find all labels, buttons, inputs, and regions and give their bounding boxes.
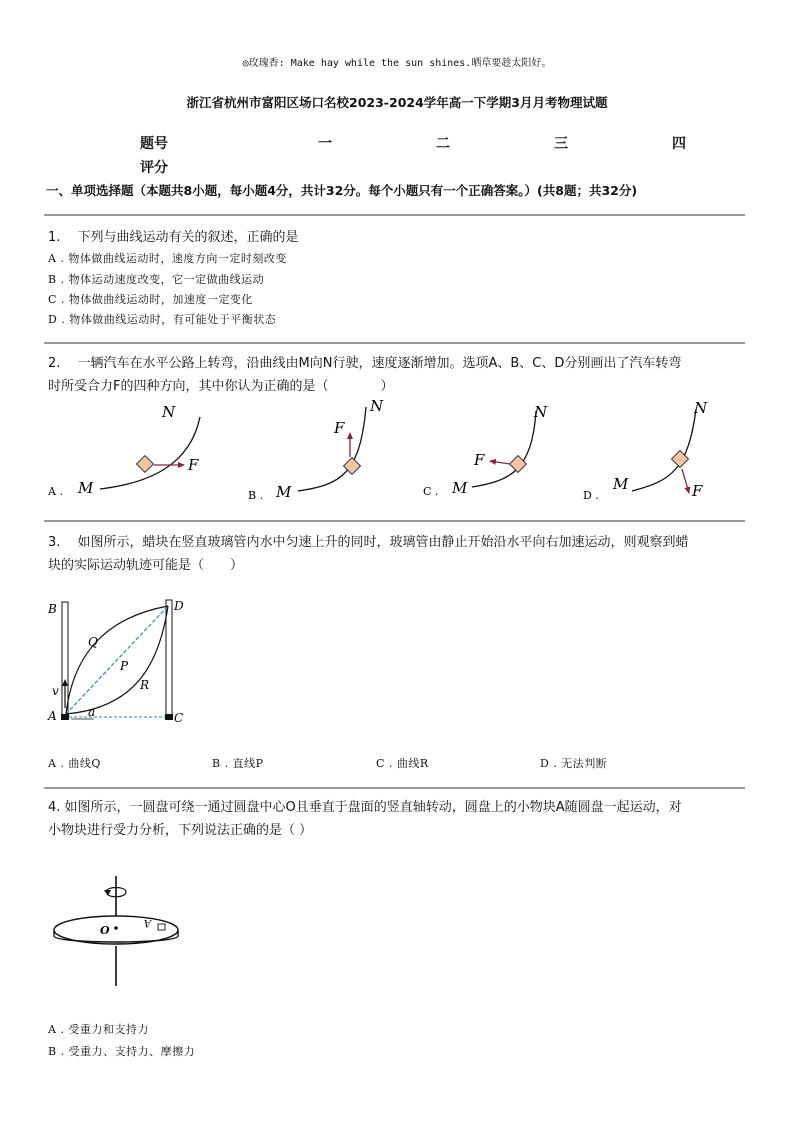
label-v: v (52, 684, 59, 698)
label-m: M (613, 475, 629, 493)
label-n: N (534, 403, 548, 421)
label-f: F (474, 451, 485, 469)
score-row-label: 评分 (140, 160, 168, 176)
q2-option-label-c[interactable]: C . (423, 485, 439, 498)
score-col-3: 三 (554, 136, 568, 152)
q4-option-a[interactable]: A . 受重力和支持力 (48, 1023, 149, 1036)
label-r: R (140, 678, 150, 692)
q2-figure-c (423, 403, 548, 498)
label-m: M (452, 479, 468, 497)
score-col-1: 一 (318, 136, 332, 152)
q1-option-d[interactable]: D . 物体做曲线运动时，有可能处于平衡状态 (48, 313, 277, 326)
q2-option-label-a[interactable]: A . (48, 485, 63, 498)
label-f: F (334, 419, 345, 437)
q3-figure (44, 596, 204, 730)
q2-option-label-d[interactable]: D . (583, 489, 599, 502)
q3-stem-line2: 块的实际运动轨迹可能是（ ） (48, 558, 244, 573)
label-d: D (174, 599, 184, 613)
q2-option-label-b[interactable]: B . (248, 489, 264, 502)
score-col-2: 二 (436, 136, 450, 152)
label-a: A (48, 709, 57, 723)
watermark: ◎玫瑰香: Make hay while the sun shines.晒草要趁太阳好。 (242, 58, 552, 69)
label-q: Q (88, 635, 98, 649)
q2-figure-b (248, 397, 384, 502)
q2-stem-line2: 时所受合力F的四种方向，其中你认为正确的是（ ） (48, 379, 394, 394)
q1-stem: 1. 下列与曲线运动有关的叙述，正确的是 (48, 230, 299, 245)
divider (44, 787, 745, 789)
label-n: N (162, 403, 176, 421)
label-block-a: A (143, 917, 151, 928)
label-f: F (692, 482, 703, 500)
q1-option-c[interactable]: C . 物体做曲线运动时，加速度一定变化 (48, 293, 253, 306)
label-b: B (48, 602, 57, 616)
label-c: C (174, 711, 184, 725)
q4-option-b[interactable]: B . 受重力、支持力、摩擦力 (48, 1045, 196, 1058)
label-n: N (694, 399, 708, 417)
q1-option-a[interactable]: A . 物体做曲线运动时，速度方向一定时刻改变 (48, 252, 287, 265)
label-o: O (100, 924, 110, 937)
score-col-4: 四 (672, 136, 686, 152)
label-accel: a (88, 705, 96, 719)
divider (44, 342, 745, 344)
q3-option-d[interactable]: D . 无法判断 (540, 757, 608, 770)
label-f: F (188, 456, 199, 474)
label-p: P (120, 659, 129, 673)
q2-stem-line1: 2. 一辆汽车在水平公路上转弯，沿曲线由M向N行驶，速度逐渐增加。选项A、B、C、D分别画出了汽车转弯 (48, 356, 682, 371)
page-title: 浙江省杭州市富阳区场口名校2023-2024学年高一下学期3月月考物理试题 (186, 95, 608, 110)
q3-option-a[interactable]: A . 曲线Q (48, 757, 101, 770)
divider (44, 214, 745, 216)
q3-option-c[interactable]: C . 曲线R (376, 757, 429, 770)
q2-figure-a (47, 403, 200, 498)
label-m: M (78, 479, 94, 497)
q3-option-b[interactable]: B . 直线P (212, 757, 264, 770)
q4-stem-line2: 小物块进行受力分析，下列说法正确的是（ ） (48, 823, 313, 838)
label-m: M (276, 483, 292, 501)
score-table (140, 133, 686, 177)
score-head-label: 题号 (140, 136, 168, 152)
q4-stem-line1: 4. 如图所示，一圆盘可绕一通过圆盘中心O且垂直于盘面的竖直轴转动，圆盘上的小物块A随圆盘一起运动，对 (48, 800, 682, 815)
q4-figure (48, 870, 188, 990)
section-heading: 一、单项选择题（本题共8小题，每小题4分，共计32分。每个小题只有一个正确答案。）(共8题；共32分) (46, 183, 638, 198)
q3-stem-line1: 3. 如图所示，蜡块在竖直玻璃管内水中匀速上升的同时，玻璃管由静止开始沿水平向右加速运动，则观察到蜡 (48, 535, 689, 550)
q1-option-b[interactable]: B . 物体运动速度改变，它一定做曲线运动 (48, 273, 265, 286)
q2-diagrams (40, 395, 760, 510)
label-n: N (370, 397, 384, 415)
q2-figure-d (583, 399, 708, 502)
divider (44, 520, 745, 522)
